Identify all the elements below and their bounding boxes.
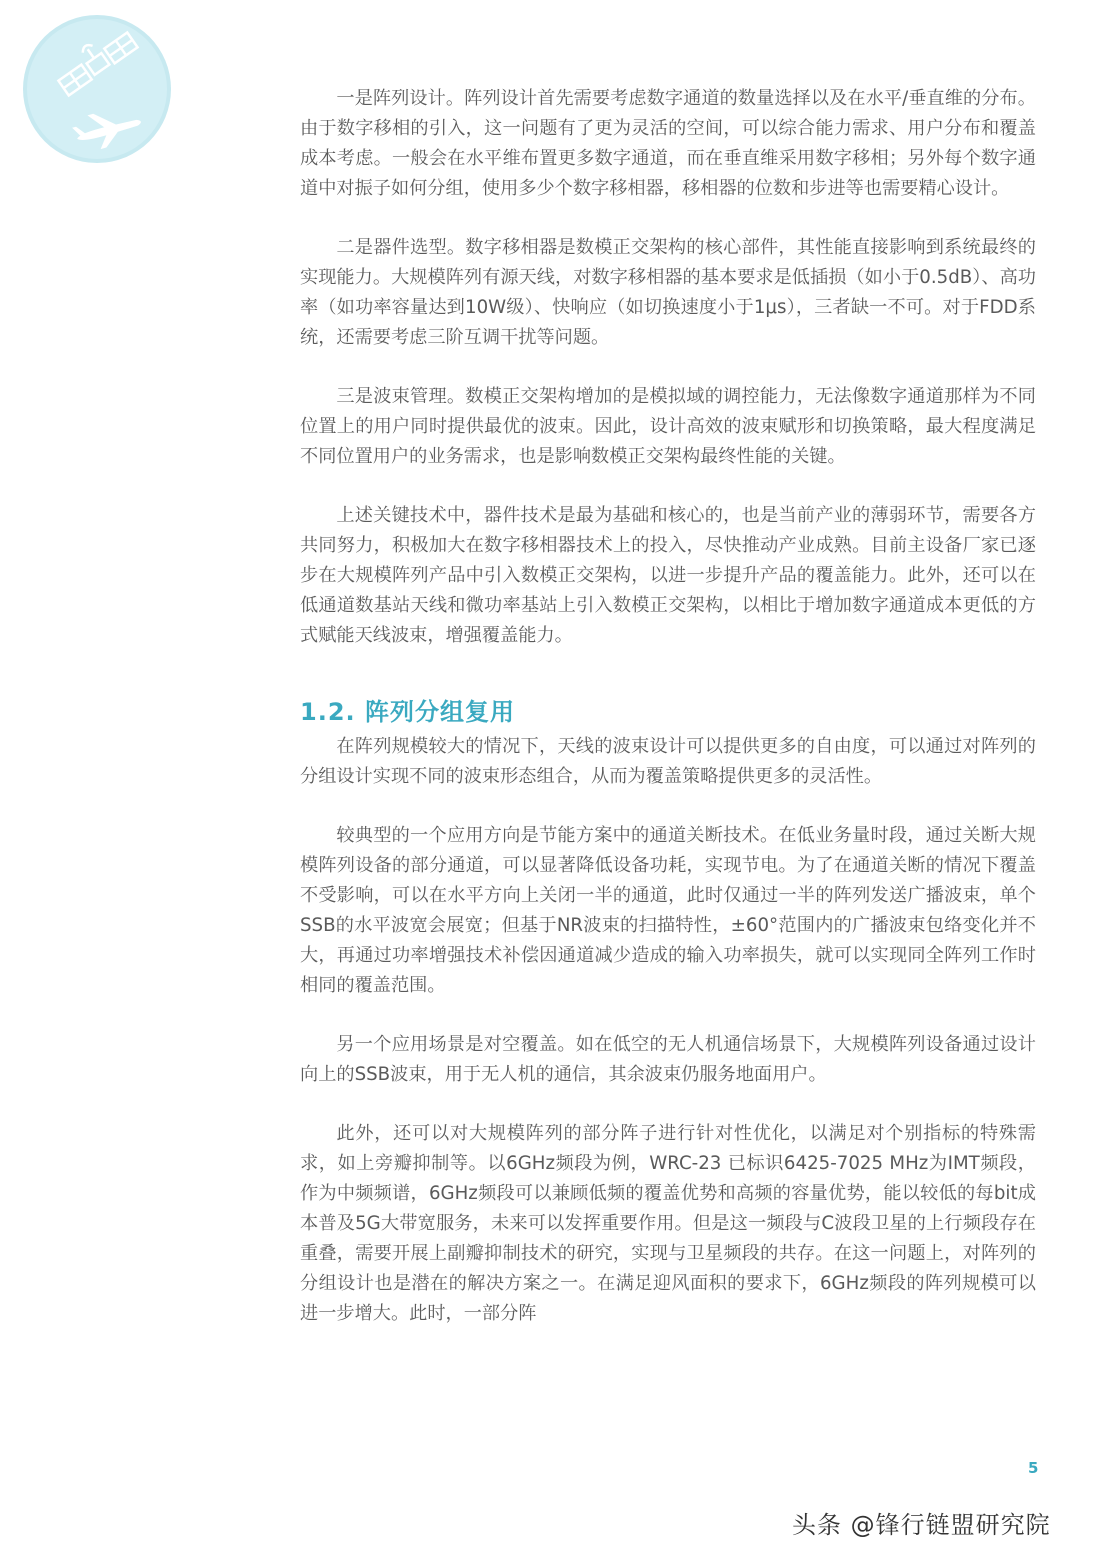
page-number: 5: [1028, 1459, 1039, 1477]
section-title: 1.2. 阵列分组复用: [300, 698, 515, 726]
paragraph-beam-management: 三是波束管理。数模正交架构增加的是模拟域的调控能力，无法像数字通道那样为不同位置上的用户同时提供最优的波束。因此，设计高效的波束赋形和切换策略，最大程度满足不同位置用户的业务需求，也是影响数模正交架构最终性能的关键。: [300, 386, 1036, 467]
paragraph-air-coverage: 另一个应用场景是对空覆盖。如在低空的无人机通信场景下，大规模阵列设备通过设计向上的SSB波束，用于无人机的通信，其余波束仍服务地面用户。: [300, 1034, 1036, 1085]
document-body: [300, 84, 1036, 1329]
satellite-logo-icon: [20, 12, 174, 166]
paragraph-array-grouping-intro: 在阵列规模较大的情况下，天线的波束设计可以提供更多的自由度，可以通过对阵列的分组设计实现不同的波束形态组合，从而为覆盖策略提供更多的灵活性。: [300, 736, 1036, 787]
paragraph-device-selection: 二是器件选型。数字移相器是数模正交架构的核心部件，其性能直接影响到系统最终的实现能力。大规模阵列有源天线，对数字移相器的基本要求是低插损（如小于0.5dB）、高功率（如功率容量达到10W级）、快响应（如切换速度小于1μs），三者缺一不可。对于FDD系统，还需要考虑三阶互调干扰等问题。: [300, 237, 1036, 348]
paragraph-channel-shutdown: 较典型的一个应用方向是节能方案中的通道关断技术。在低业务量时段，通过关断大规模阵列设备的部分通道，可以显著降低设备功耗，实现节电。为了在通道关断的情况下覆盖不受影响，可以在水平方向上关闭一半的通道，此时仅通过一半的阵列发送广播波束，单个SSB的水平波宽会展宽；但基于NR波束的扫描特性，±60°范围内的广播波束包络变化并不大，再通过功率增强技术补偿因通道减少造成的输入功率损失，就可以实现同全阵列工作时相同的覆盖范围。: [300, 825, 1036, 996]
paragraph-key-technology-summary: 上述关键技术中，器件技术是最为基础和核心的，也是当前产业的薄弱环节，需要各方共同努力，积极加大在数字移相器技术上的投入，尽快推动产业成熟。目前主设备厂家已逐步在大规模阵列产品中引入数模正交架构，以进一步提升产品的覆盖能力。此外，还可以在低通道数基站天线和微功率基站上引入数模正交架构，以相比于增加数字通道成本更低的方式赋能天线波束，增强覆盖能力。: [300, 505, 1036, 646]
paragraph-6ghz-optimization: 此外，还可以对大规模阵列的部分阵子进行针对性优化，以满足对个别指标的特殊需求，如上旁瓣抑制等。以6GHz频段为例，WRC-23 已标识6425-7025 MHz为IMT频段，作为中频频谱，6GHz频段可以兼顾低频的覆盖优势和高频的容量优势，能以较低的每bit成本普及5G大带宽服务，未来可以发挥重要作用。但是这一频段与C波段卫星的上行频段存在重叠，需要开展上副瓣抑制技术的研究，实现与卫星频段的共存。在这一问题上，对阵列的分组设计也是潜在的解决方案之一。在满足迎风面积的要求下，6GHz频段的阵列规模可以进一步增大。此时，一部分阵: [300, 1123, 1036, 1324]
paragraph-array-design: 一是阵列设计。阵列设计首先需要考虑数字通道的数量选择以及在水平/垂直维的分布。由于数字移相的引入，这一问题有了更为灵活的空间，可以综合能力需求、用户分布和覆盖成本考虑。一般会在水平维布置更多数字通道，而在垂直维采用数字移相；另外每个数字通道中对振子如何分组，使用多少个数字移相器，移相器的位数和步进等也需要精心设计。: [300, 88, 1036, 199]
watermark-text: 头条 @锋行链盟研究院: [792, 1511, 1051, 1539]
